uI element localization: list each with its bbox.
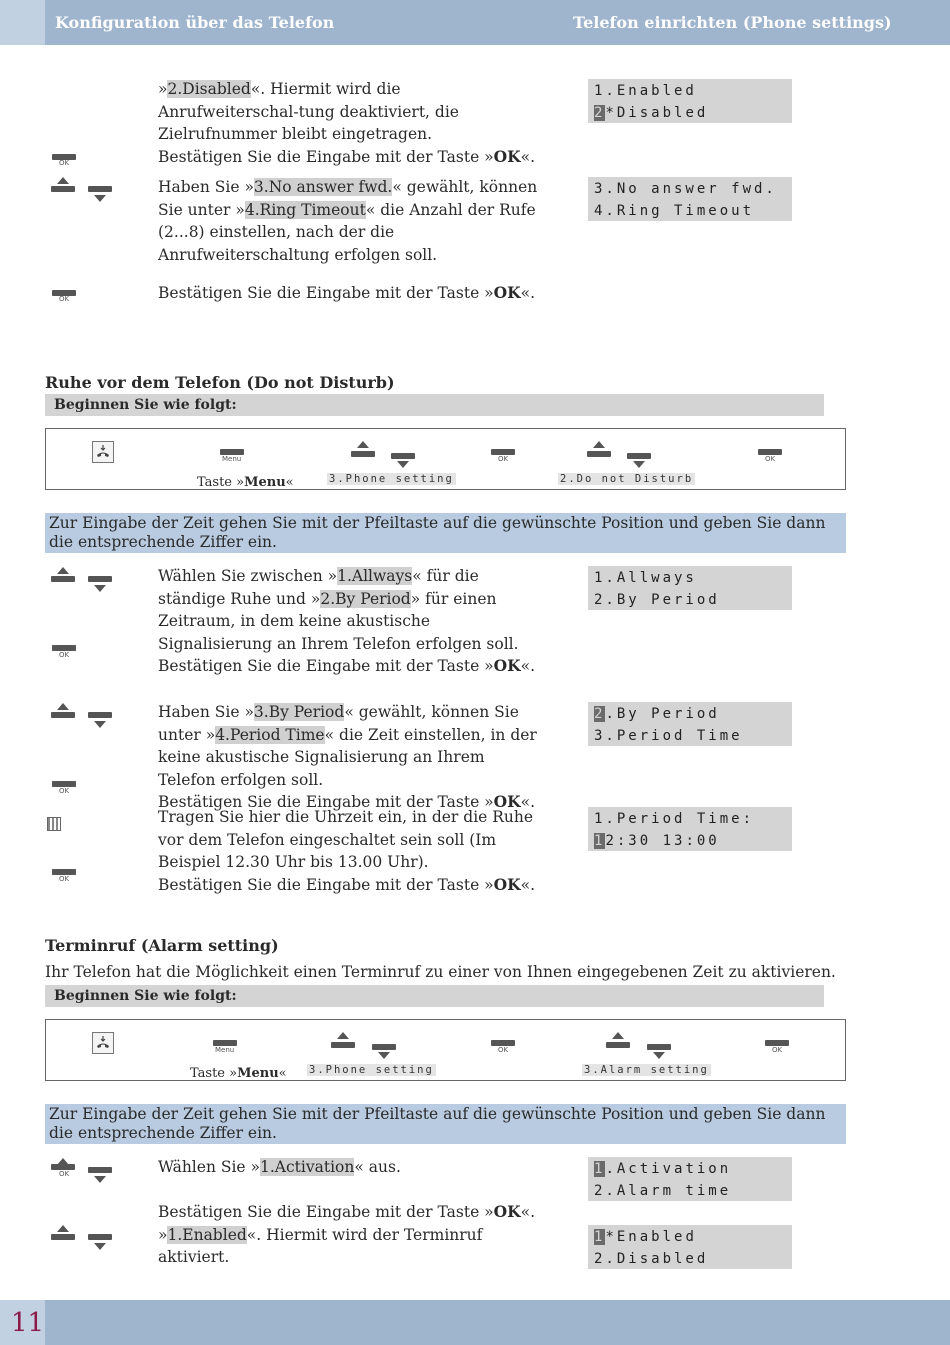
arrow-down-icon — [94, 585, 106, 592]
arrow-up-icon — [57, 567, 69, 574]
down-key-icon — [647, 1044, 671, 1050]
note-alarm: Zur Eingabe der Zeit gehen Sie mit der Pfeiltaste auf die gewünschte Position und geben Sie dann die entsprechende Ziffer ein. — [45, 1104, 846, 1144]
paragraph-confirm: Bestätigen Sie die Eingabe mit der Taste »OK«. — [158, 283, 536, 302]
ok-key-label: OK — [59, 651, 70, 659]
screen-phone-setting: 3.Phone setting — [309, 1064, 434, 1076]
down-key-icon — [88, 1234, 112, 1240]
lcd-display-enabled-disabled: 1.Enabled 2*Disabled — [588, 79, 792, 123]
screen-do-not-disturb: 2.Do not Disturb — [560, 473, 694, 485]
ok-key-label: OK — [59, 159, 70, 167]
arrow-up-icon — [57, 1225, 69, 1232]
down-key-icon — [88, 1167, 112, 1173]
up-key-icon — [331, 1042, 355, 1048]
arrow-up-icon — [337, 1032, 349, 1039]
arrow-up-icon — [593, 441, 605, 448]
ok-key-label: OK — [498, 455, 509, 463]
note-dnd: Zur Eingabe der Zeit gehen Sie mit der Pfeiltaste auf die gewünschte Position und geben Sie dann die entsprechende Ziffer ein. — [45, 513, 846, 553]
lcd-display-enabled: 1*Enabled 2.Disabled — [588, 1225, 792, 1269]
down-key-icon — [372, 1044, 396, 1050]
down-key-icon — [627, 453, 651, 459]
arrow-up-icon — [57, 177, 69, 184]
arrow-down-icon — [94, 1176, 106, 1183]
header-left-title: Konfiguration über das Telefon — [55, 13, 335, 32]
arrow-down-icon — [633, 461, 645, 468]
ok-key-label: OK — [59, 787, 70, 795]
up-key-icon — [351, 451, 375, 457]
ok-key-label: OK — [59, 1170, 70, 1178]
paragraph-period-time: Tragen Sie hier die Uhrzeit ein, in der die Ruhe vor dem Telefon eingeschaltet sein soll (Im Beispiel 12.30 Uhr bis 13.00 Uhr). Bestätigen Sie die Eingabe mit der Taste »OK«. — [158, 808, 536, 894]
arrow-up-icon — [357, 441, 369, 448]
page-footer — [0, 1300, 950, 1345]
down-key-icon — [391, 453, 415, 459]
taste-menu-label: Taste »Menu« — [190, 1066, 287, 1081]
ok-key-label: OK — [59, 295, 70, 303]
ok-key-label: OK — [772, 1046, 783, 1054]
arrow-up-icon — [57, 703, 69, 710]
arrow-down-icon — [94, 721, 106, 728]
lcd-display-allways: 1.Allways 2.By Period — [588, 566, 792, 610]
lcd-display-period-time: 1.Period Time: 12:30 13:00 — [588, 807, 792, 851]
paragraph-activation: Wählen Sie »1.Activation« aus. — [158, 1158, 401, 1176]
lcd-display-activation: 1.Activation 2.Alarm time — [588, 1157, 792, 1201]
begin-bar: Beginnen Sie wie folgt: — [45, 394, 824, 416]
section-title-alarm: Terminruf (Alarm setting) — [45, 936, 279, 955]
ok-key-label: OK — [498, 1046, 509, 1054]
arrow-up-icon — [612, 1032, 624, 1039]
lcd-display-by-period: 2.By Period 3.Period Time — [588, 702, 792, 746]
ok-key-label: OK — [59, 875, 70, 883]
down-key-icon — [88, 576, 112, 582]
arrow-down-icon — [397, 461, 409, 468]
paragraph-allways: Wählen Sie zwischen »1.Allways« für die ständige Ruhe und »2.By Period» für einen Zeitraum, in dem keine akustische Signalisierung an Ihrem Telefon erfolgen soll. Bestätigen Sie die Eingabe mit der Taste »OK«. — [158, 567, 536, 675]
menu-term: 2.Disabled — [167, 80, 251, 98]
alarm-intro: Ihr Telefon hat die Möglichkeit einen Terminruf zu einer von Ihnen eingegebenen Zeit zu aktivieren. — [45, 963, 836, 981]
screen-phone-setting: 3.Phone setting — [329, 473, 454, 485]
up-key-icon — [51, 712, 75, 718]
up-key-icon — [51, 186, 75, 192]
taste-menu-label: Taste »Menu« — [197, 475, 294, 490]
header-right-title: Telefon einrichten (Phone settings) — [573, 13, 892, 32]
arrow-down-icon — [653, 1052, 665, 1059]
screen-alarm-setting: 3.Alarm setting — [584, 1064, 709, 1076]
key-sequence-alarm — [45, 1019, 846, 1081]
arrow-down-icon — [94, 1243, 106, 1250]
paragraph-by-period: Haben Sie »3.By Period« gewählt, können Sie unter »4.Period Time« die Zeit einstellen, in der keine akustische Signalisierung an Ihrem Telefon erfolgen soll. Bestätigen Sie die Eingabe mit der Taste »OK«. — [158, 703, 537, 811]
phone-icon — [92, 1032, 114, 1054]
paragraph-disabled: »2.Disabled«. Hiermit wird die Anrufweiterschal-tung deaktiviert, die Zielrufnummer bleibt eingetragen. Bestätigen Sie die Eingabe mit der Taste »OK«. — [158, 80, 536, 166]
section-title-dnd: Ruhe vor dem Telefon (Do not Disturb) — [45, 373, 395, 392]
arrow-down-icon — [378, 1052, 390, 1059]
keypad-icon — [47, 817, 61, 831]
key-sequence-dnd — [45, 428, 846, 490]
header-tab — [0, 0, 45, 45]
up-key-icon — [587, 451, 611, 457]
page-number: 11 — [11, 1308, 45, 1338]
ok-key-label: OK — [765, 455, 776, 463]
menu-key-label: Menu — [215, 1046, 235, 1054]
paragraph-enabled: Bestätigen Sie die Eingabe mit der Taste »OK«. »1.Enabled«. Hiermit wird der Terminruf aktiviert. — [158, 1202, 536, 1266]
phone-icon — [92, 441, 114, 463]
paragraph-no-answer: Haben Sie »3.No answer fwd.« gewählt, können Sie unter »4.Ring Timeout« die Anzahl der Rufe (2...8) einstellen, nach der die Anrufweiterschaltung erfolgen soll. — [158, 178, 538, 264]
begin-bar: Beginnen Sie wie folgt: — [45, 985, 824, 1007]
down-key-icon — [88, 186, 112, 192]
up-key-icon — [606, 1042, 630, 1048]
down-key-icon — [88, 712, 112, 718]
menu-key-label: Menu — [222, 455, 242, 463]
up-key-icon — [51, 1234, 75, 1240]
arrow-down-icon — [94, 195, 106, 202]
up-key-icon — [51, 576, 75, 582]
lcd-display-no-answer: 3.No answer fwd. 4.Ring Timeout — [588, 177, 792, 221]
